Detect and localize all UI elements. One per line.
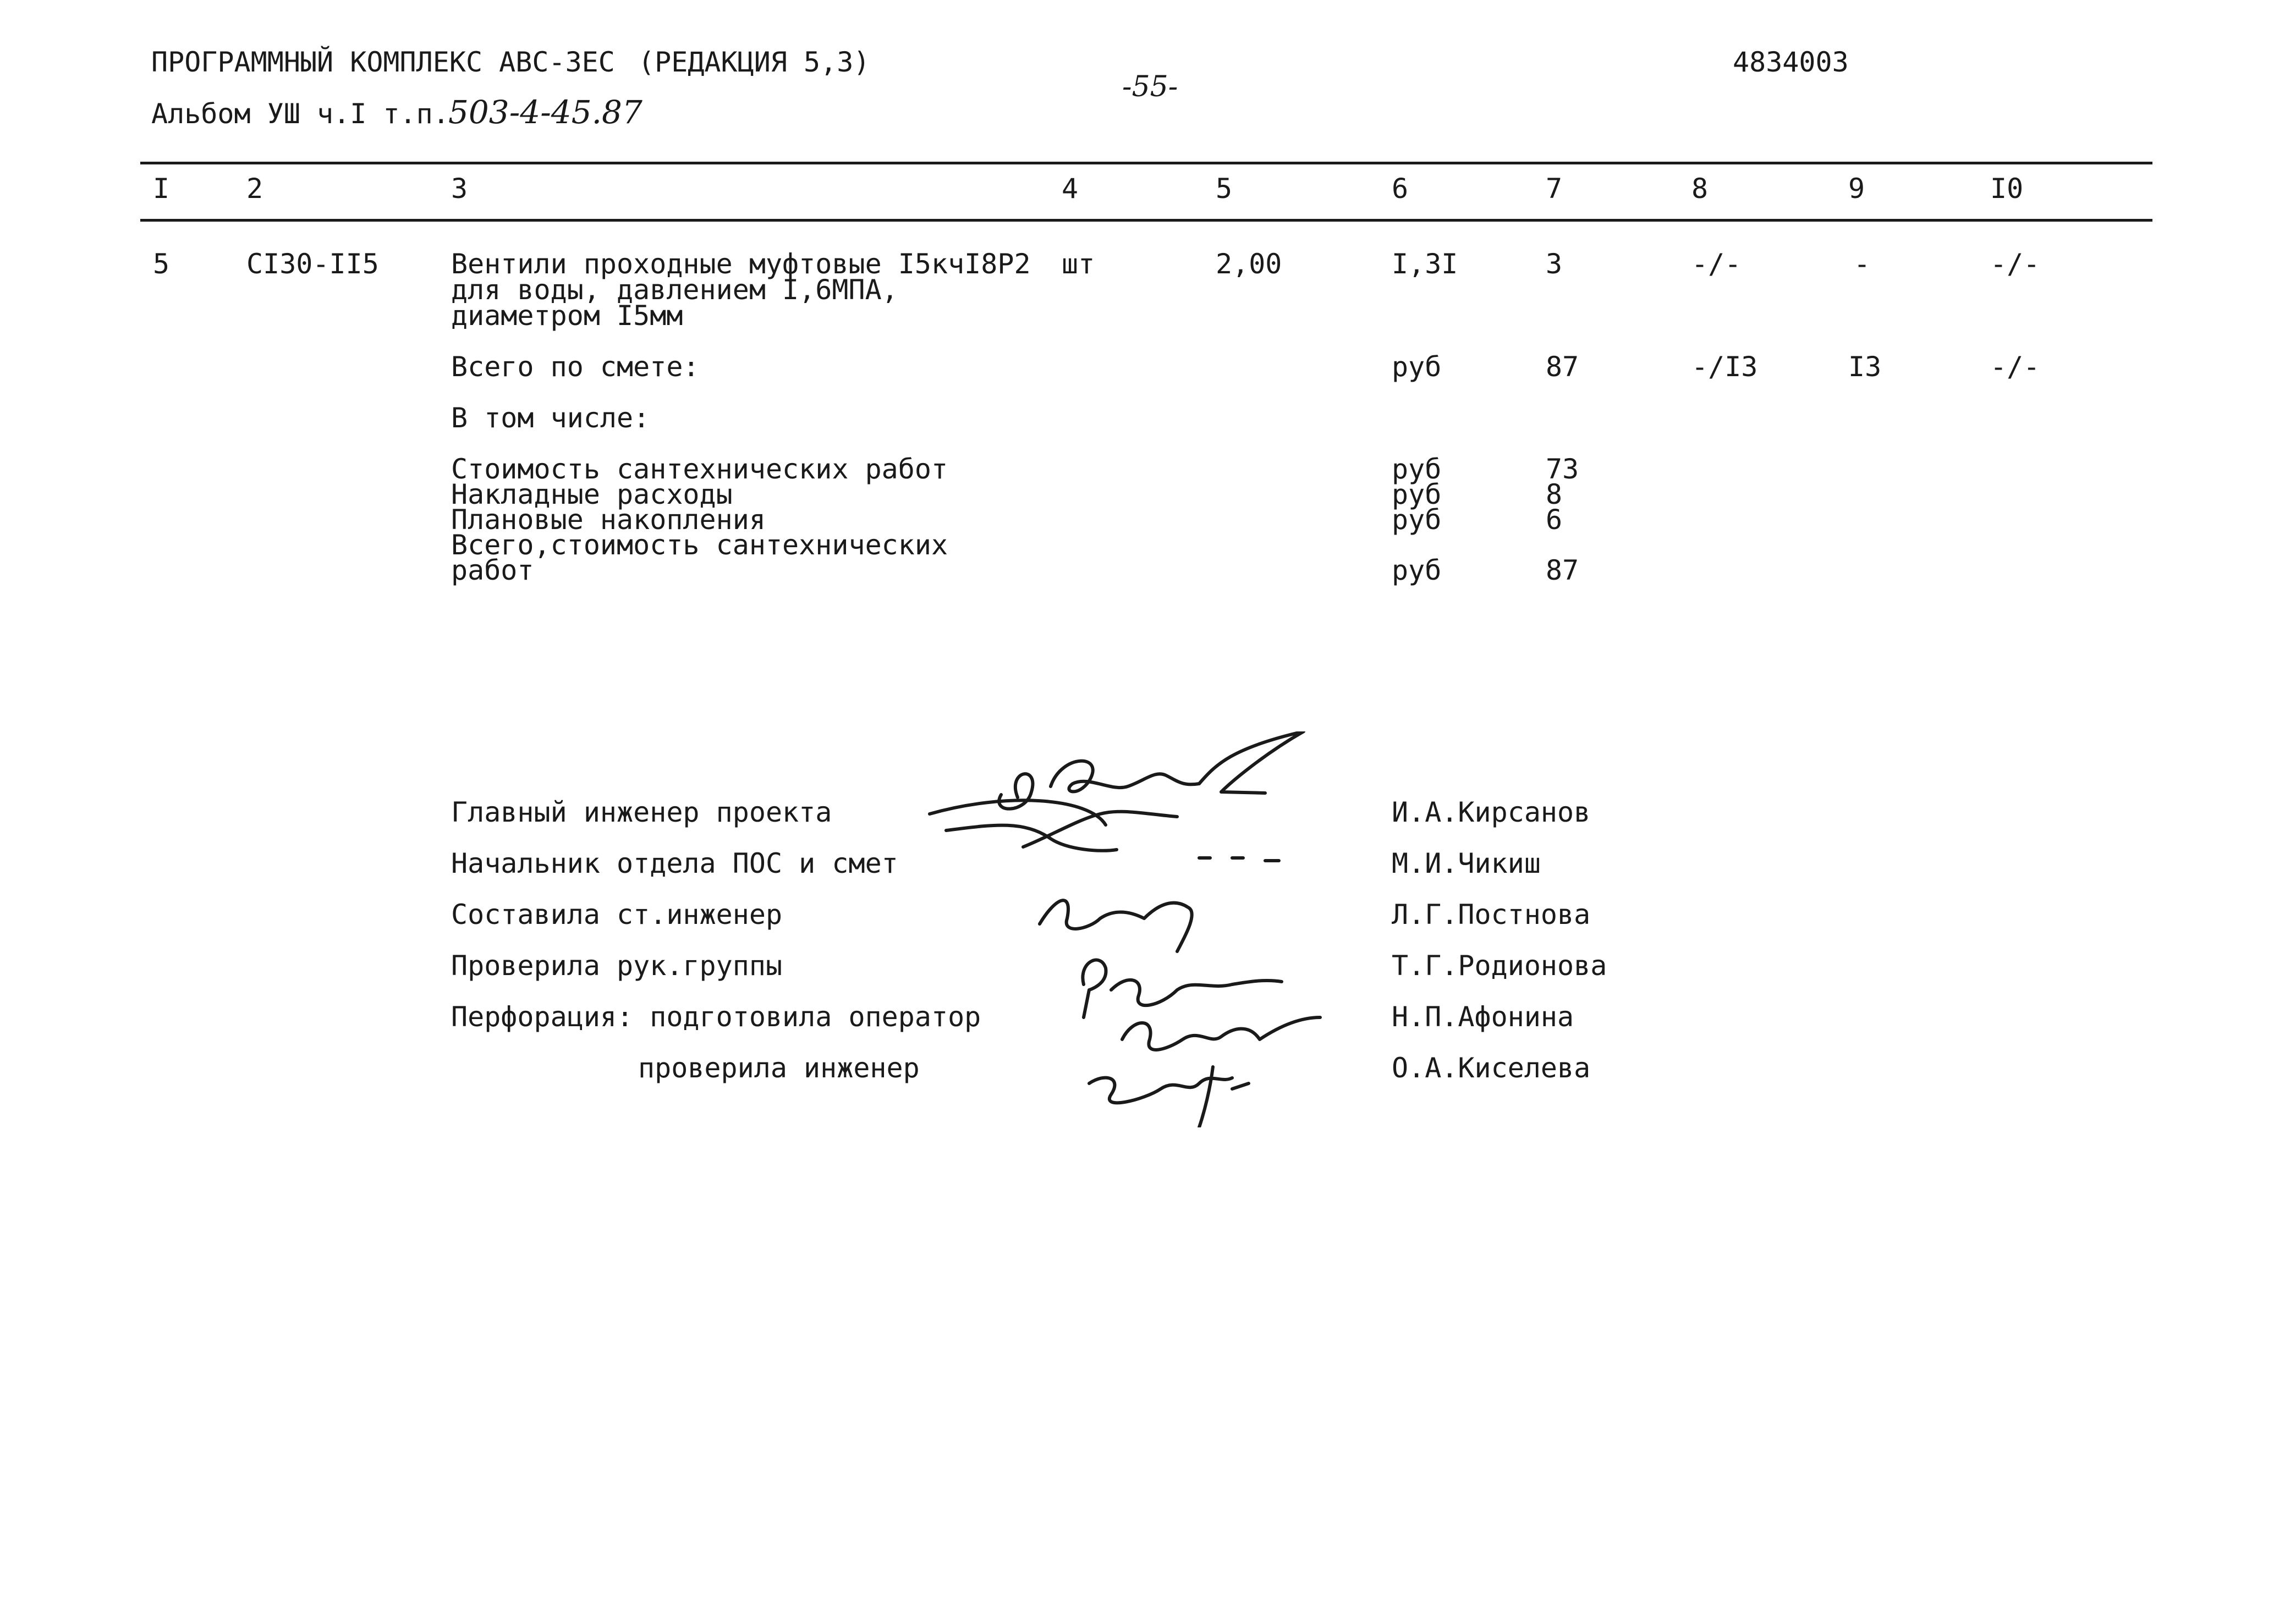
- summary-col10: -/-: [1990, 351, 2040, 383]
- signature-name: Т.Г.Родионова: [1392, 950, 1607, 982]
- breakdown-unit: руб: [1392, 504, 1442, 536]
- album-prefix: Альбом УШ ч.I т.п.: [151, 98, 449, 130]
- signature-stroke: [1051, 761, 1199, 792]
- program-title: ПРОГРАММНЫЙ КОМПЛЕКС АВС-3ЕС: [151, 46, 615, 78]
- table-header-rule: [140, 219, 2152, 222]
- row-col9: -: [1854, 248, 1871, 280]
- row-description-line: Вентили проходные муфтовые I5кчI8Р2: [451, 248, 1031, 280]
- breakdown-value: 6: [1546, 504, 1563, 536]
- signature-name: М.И.Чикиш: [1392, 847, 1541, 879]
- column-header: 4: [1062, 173, 1079, 205]
- summary-unit: руб: [1392, 351, 1442, 383]
- document-number: 4834003: [1733, 46, 1849, 78]
- breakdown-unit: руб: [1392, 478, 1442, 510]
- column-header: 2: [246, 173, 263, 205]
- signature-stroke: [1040, 900, 1192, 951]
- signature-name: Л.Г.Постнова: [1392, 899, 1591, 931]
- edition-label: (РЕДАКЦИЯ 5,3): [638, 46, 870, 78]
- summary-label: Всего по смете:: [451, 351, 700, 383]
- album-project: 503-4-45.87: [448, 93, 642, 131]
- final-label-line: работ: [451, 554, 534, 586]
- signature-stroke: [1122, 1017, 1320, 1050]
- breakdown-label: Стоимость сантехнических работ: [451, 453, 948, 485]
- breakdown-value: 73: [1546, 453, 1579, 485]
- row-description-line: для воды, давлением I,6МПА,: [451, 274, 898, 306]
- row-total: 3: [1546, 248, 1563, 280]
- breakdown-label: Накладные расходы: [451, 478, 733, 510]
- column-header: 5: [1216, 173, 1233, 205]
- column-header: 6: [1392, 173, 1409, 205]
- page-number: -55-: [1122, 70, 1178, 103]
- row-quantity: 2,00: [1216, 248, 1282, 280]
- breakdown-value: 8: [1546, 478, 1563, 510]
- including-label: В том числе:: [451, 402, 650, 434]
- signature-stroke: [946, 825, 1117, 851]
- row-price: I,3I: [1392, 248, 1458, 280]
- signature-role: Главный инженер проекта: [451, 796, 832, 828]
- row-col8: -/-: [1691, 248, 1742, 280]
- summary-col9: I3: [1848, 351, 1882, 383]
- column-header: I: [153, 173, 170, 205]
- row-description-line: диаметром I5мм: [451, 300, 683, 332]
- summary-col8: -/I3: [1691, 351, 1758, 383]
- column-header: 7: [1546, 173, 1563, 205]
- signature-role: Проверила рук.группы: [451, 950, 783, 982]
- column-header: 3: [451, 173, 468, 205]
- row-number: 5: [153, 248, 170, 280]
- column-header: I0: [1990, 173, 2024, 205]
- signature-role: проверила инженер: [638, 1052, 920, 1084]
- signature-name: И.А.Кирсанов: [1392, 796, 1591, 828]
- signature-stroke: [999, 774, 1032, 809]
- signature-stroke: [1199, 731, 1304, 793]
- final-label-line: Всего,стоимость сантехнических: [451, 529, 948, 561]
- signature-stroke: [1199, 858, 1279, 861]
- signature-name: Н.П.Афонина: [1392, 1001, 1574, 1033]
- signature-role: Перфорация: подготовила оператор: [451, 1001, 981, 1033]
- signature-stroke: [1111, 980, 1282, 1005]
- signature-stroke: [1199, 1067, 1249, 1127]
- breakdown-unit: руб: [1392, 453, 1442, 485]
- column-header: 8: [1691, 173, 1709, 205]
- signature-name: О.А.Киселева: [1392, 1052, 1591, 1084]
- final-value: 87: [1546, 554, 1579, 586]
- signature-role: Составила ст.инженер: [451, 899, 783, 931]
- signature-stroke: [1083, 960, 1106, 1017]
- breakdown-label: Плановые накопления: [451, 504, 766, 536]
- row-unit: шт: [1062, 248, 1095, 280]
- final-unit: руб: [1392, 554, 1442, 586]
- summary-total: 87: [1546, 351, 1579, 383]
- row-col10: -/-: [1990, 248, 2040, 280]
- column-header: 9: [1848, 173, 1865, 205]
- signature-role: Начальник отдела ПОС и смет: [451, 847, 898, 879]
- table-top-rule: [140, 162, 2152, 164]
- handwritten-signatures: [924, 731, 1326, 1127]
- row-code: CI30-II5: [246, 248, 379, 280]
